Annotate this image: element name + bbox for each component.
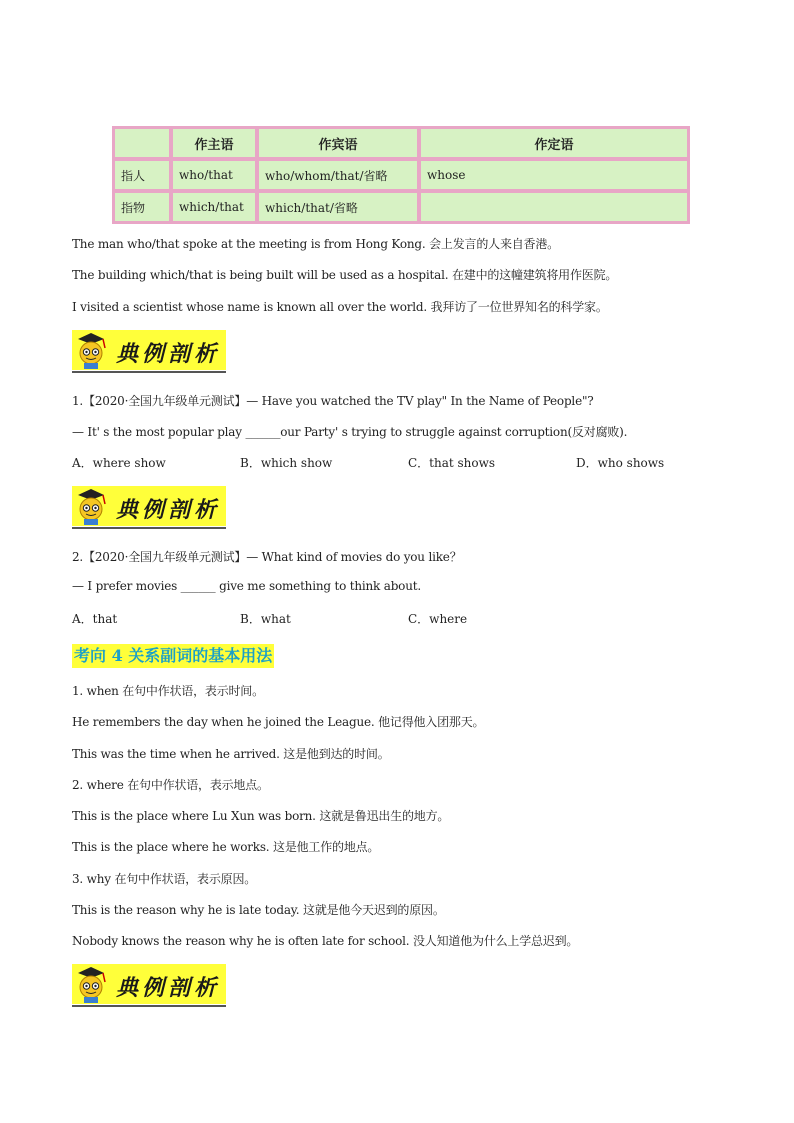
example-sentence: This is the place where he works. 这是他工作的地点。: [72, 840, 380, 854]
table-header-cell: 作定语: [420, 128, 688, 158]
graduate-mascot-icon: [74, 964, 108, 1004]
answer-option: C．where: [408, 612, 468, 626]
answer-option: B．which show: [240, 456, 333, 470]
table-header-cell: [114, 128, 170, 158]
section-heading: 考向 4 关系副词的基本用法: [72, 644, 274, 668]
table-cell: [420, 192, 688, 222]
example-sentence: The building which/that is being built will be used as a hospital. 在建中的这幢建筑将用作医院。: [72, 268, 618, 282]
relative-pronoun-table: [112, 126, 690, 224]
answer-option: D．who shows: [576, 456, 665, 470]
question-stem: 1.【2020·全国九年级单元测试】— Have you watched the TV play" In the Name of People"?: [72, 394, 594, 408]
question-stem: 2.【2020·全国九年级单元测试】— What kind of movies do you like？: [72, 550, 462, 564]
table-header-cell: 作宾语: [258, 128, 418, 158]
rule-line: 2. where 在句中作状语，表示地点。: [72, 778, 269, 792]
table-cell: who/whom/that/省略: [258, 160, 418, 190]
badge-title: 典例剖析: [116, 975, 221, 1001]
rule-line: 3. why 在句中作状语，表示原因。: [72, 872, 257, 886]
table-header-cell: 作主语: [172, 128, 256, 158]
table-cell: whose: [420, 160, 688, 190]
badge-title: 典例剖析: [116, 341, 221, 367]
graduate-mascot-icon: [74, 330, 108, 370]
example-sentence: This was the time when he arrived. 这是他到达的时间。: [72, 747, 390, 761]
example-analysis-badge: [72, 330, 226, 374]
table-header-row: [114, 128, 688, 158]
rule-line: 1. when 在句中作状语，表示时间。: [72, 684, 264, 698]
example-analysis-badge: [72, 964, 226, 1008]
question-line: — I prefer movies ______ give me something to think about.: [72, 579, 421, 593]
example-sentence: I visited a scientist whose name is known all over the world. 我拜访了一位世界知名的科学家。: [72, 300, 608, 314]
table-row: [114, 192, 688, 222]
example-sentence: The man who/that spoke at the meeting is from Hong Kong. 会上发言的人来自香港。: [72, 237, 559, 251]
example-sentence: He remembers the day when he joined the League. 他记得他入团那天。: [72, 715, 485, 729]
badge-title: 典例剖析: [116, 497, 221, 523]
table-cell: which/that: [172, 192, 256, 222]
answer-option: A．that: [72, 612, 118, 626]
table-row: [114, 160, 688, 190]
table-cell: who/that: [172, 160, 256, 190]
example-analysis-badge: [72, 486, 226, 530]
table-cell: 指人: [114, 160, 170, 190]
example-sentence: Nobody knows the reason why he is often late for school. 没人知道他为什么上学总迟到。: [72, 934, 579, 948]
table-cell: 指物: [114, 192, 170, 222]
answer-option: B．what: [240, 612, 291, 626]
graduate-mascot-icon: [74, 486, 108, 526]
answer-option: A．where show: [72, 456, 166, 470]
question-line: — It' s the most popular play ______our Party' s trying to struggle against corruption(反对腐败).: [72, 425, 628, 439]
example-sentence: This is the reason why he is late today. 这就是他今天迟到的原因。: [72, 903, 445, 917]
answer-option: C．that shows: [408, 456, 496, 470]
table-cell: which/that/省略: [258, 192, 418, 222]
example-sentence: This is the place where Lu Xun was born. 这就是鲁迅出生的地方。: [72, 809, 450, 823]
